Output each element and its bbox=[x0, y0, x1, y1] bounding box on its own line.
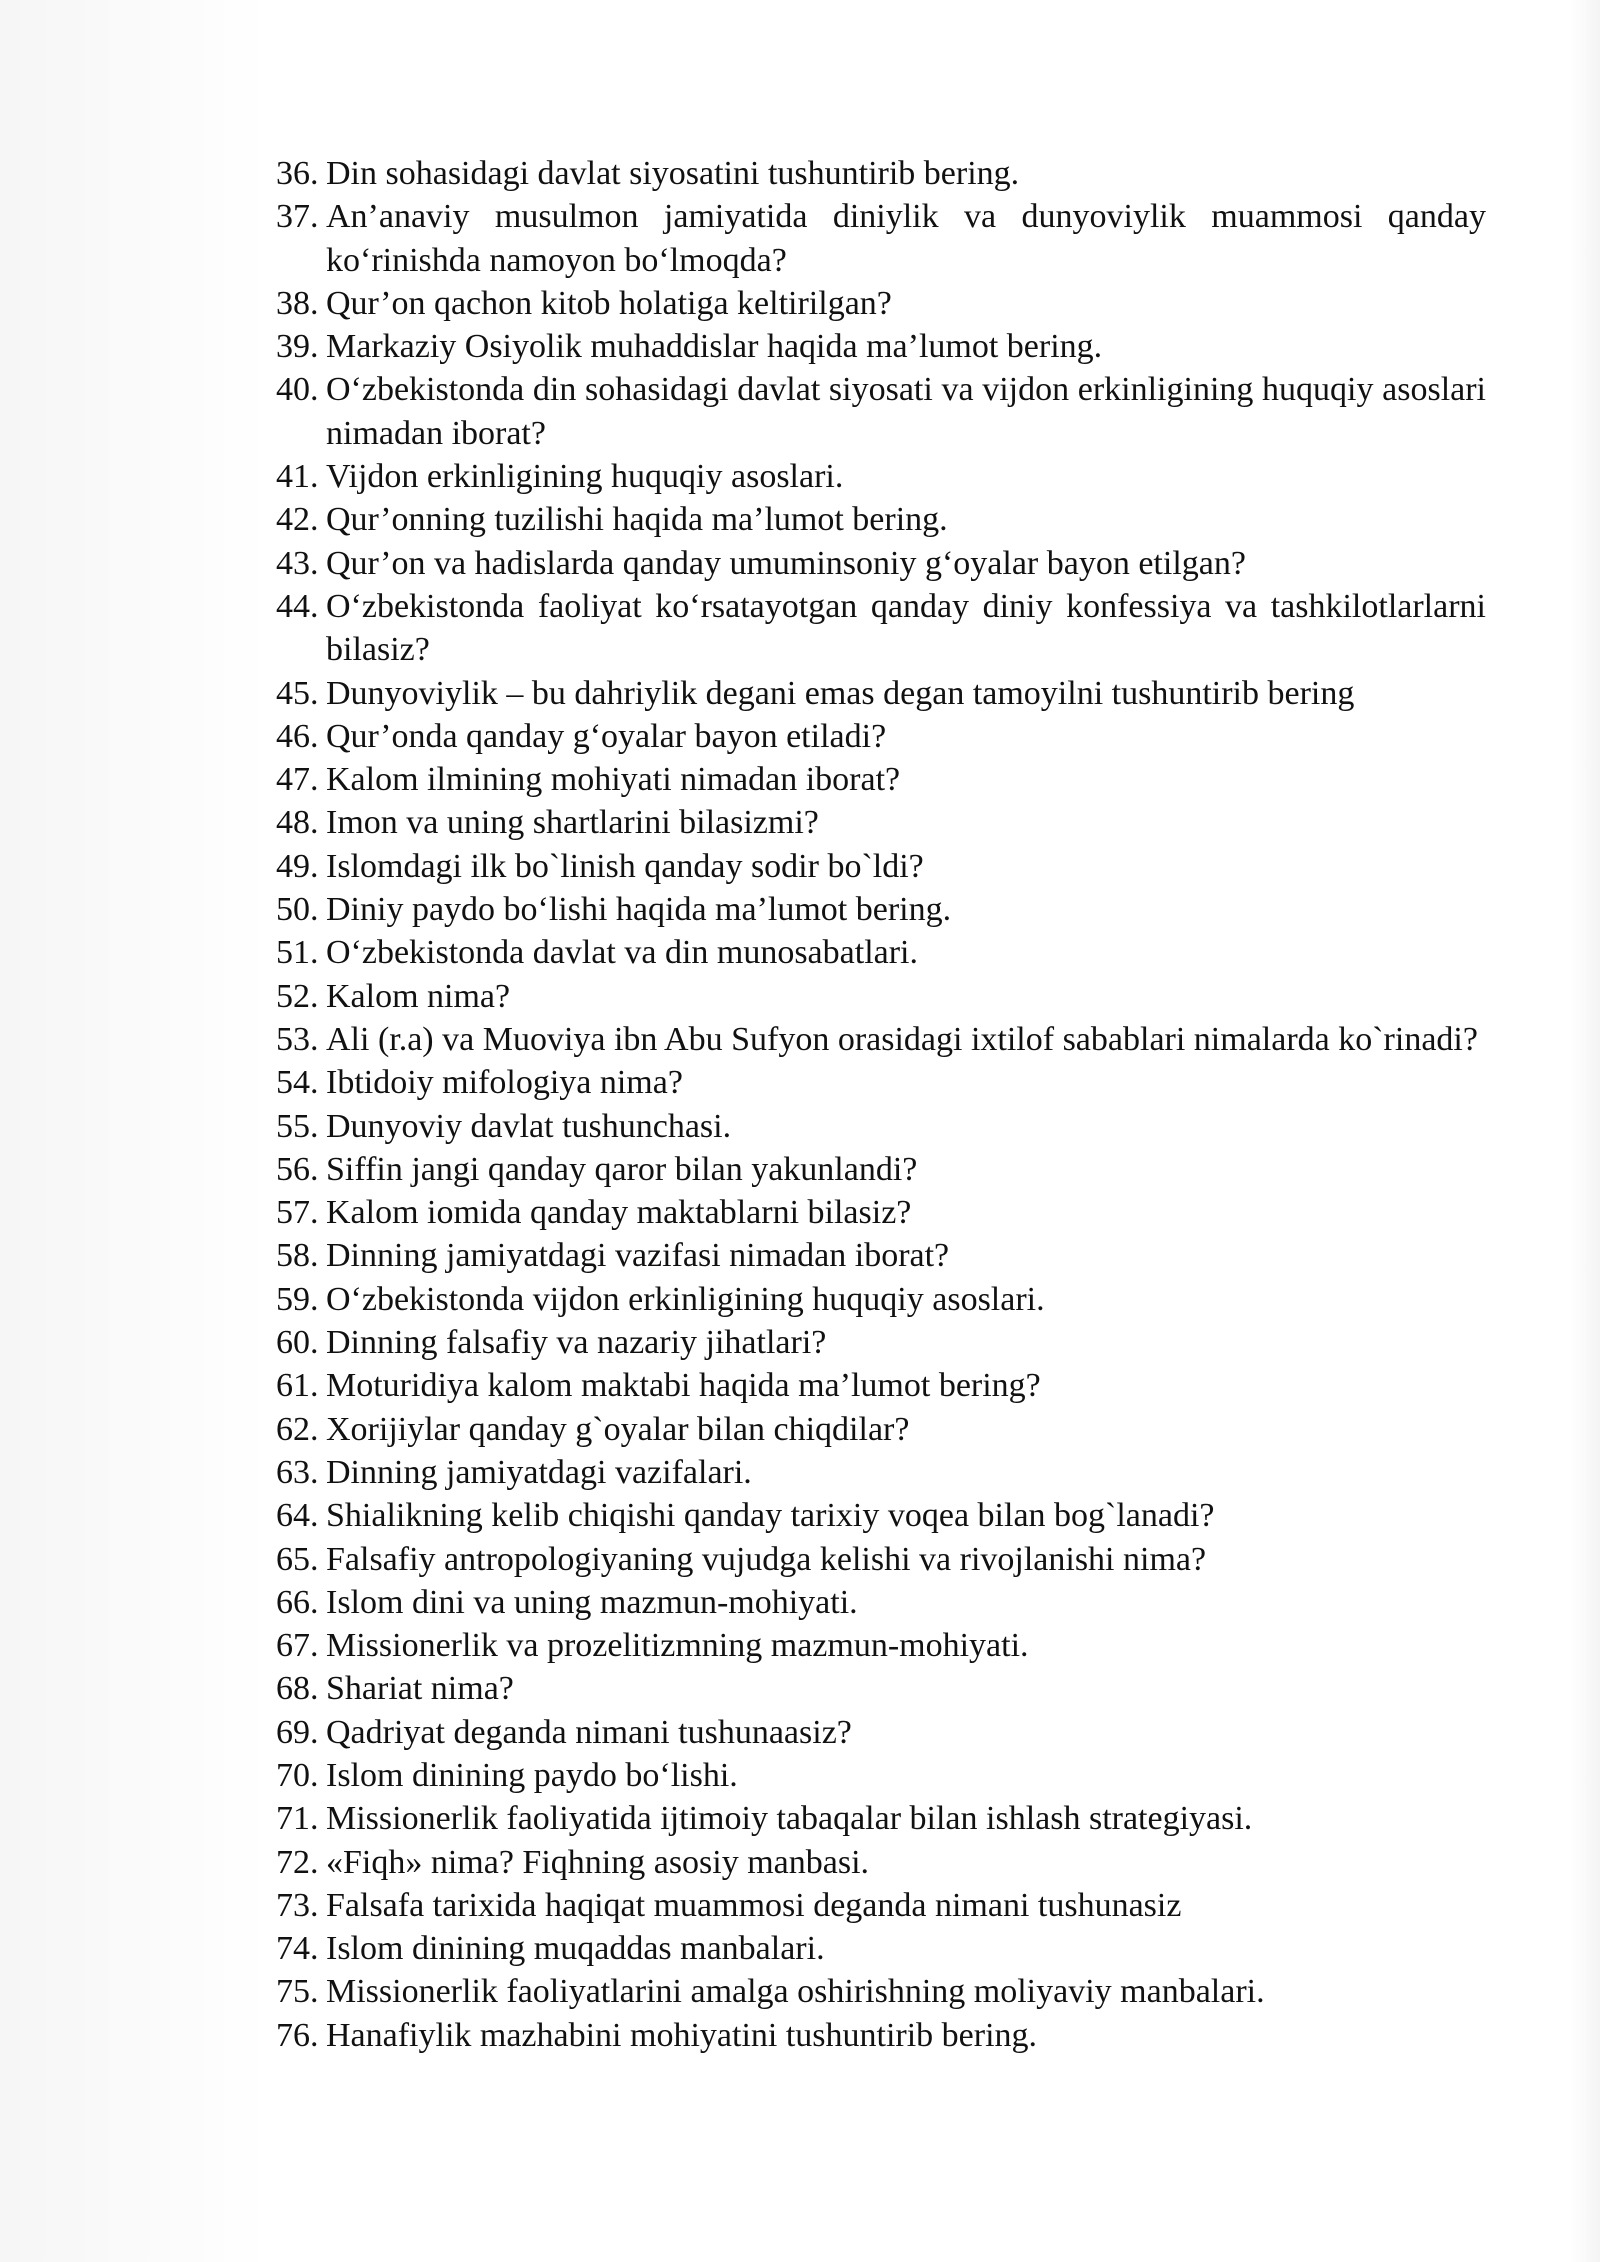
question-text: Falsafiy antropologiyaning vujudga kelishi va rivojlanishi nima? bbox=[326, 1540, 1207, 1578]
page-right-shading bbox=[1570, 0, 1600, 2262]
question-item bbox=[276, 585, 1486, 672]
question-item bbox=[276, 975, 1486, 1018]
question-item bbox=[276, 1364, 1486, 1407]
question-number: 55. bbox=[276, 1107, 319, 1145]
question-number: 68. bbox=[276, 1670, 319, 1708]
question-item bbox=[276, 195, 1486, 282]
question-item bbox=[276, 325, 1486, 368]
question-text: Qur’on qachon kitob holatiga keltirilgan? bbox=[326, 284, 892, 322]
question-number: 62. bbox=[276, 1410, 319, 1448]
question-item bbox=[276, 1061, 1486, 1104]
question-item bbox=[276, 1667, 1486, 1710]
question-text: Qadriyat deganda nimani tushunaasiz? bbox=[326, 1713, 852, 1751]
question-text: Islomdagi ilk bo`linish qanday sodir bo`ldi? bbox=[326, 847, 924, 885]
question-number: 71. bbox=[276, 1800, 319, 1838]
question-text: Moturidiya kalom maktabi haqida ma’lumot bering? bbox=[326, 1367, 1041, 1405]
question-number: 72. bbox=[276, 1843, 319, 1881]
question-number: 52. bbox=[276, 977, 319, 1015]
question-item bbox=[276, 1148, 1486, 1191]
question-item bbox=[276, 455, 1486, 498]
question-number: 41. bbox=[276, 458, 319, 496]
question-number: 37. bbox=[276, 198, 319, 236]
question-item bbox=[276, 368, 1486, 455]
question-number: 54. bbox=[276, 1064, 319, 1102]
question-text: «Fiqh» nima? Fiqhning asosiy manbasi. bbox=[326, 1843, 870, 1881]
question-number: 63. bbox=[276, 1453, 319, 1491]
question-number: 50. bbox=[276, 891, 319, 929]
question-number: 66. bbox=[276, 1583, 319, 1621]
question-number: 42. bbox=[276, 501, 319, 539]
question-number: 59. bbox=[276, 1280, 319, 1318]
question-item bbox=[276, 1624, 1486, 1667]
question-item bbox=[276, 1451, 1486, 1494]
question-item bbox=[276, 1018, 1486, 1061]
question-text: Missionerlik faoliyatida ijtimoiy tabaqalar bilan ishlash strategiyasi. bbox=[326, 1800, 1253, 1838]
question-text: Ibtidoiy mifologiya nima? bbox=[326, 1064, 683, 1102]
question-number: 56. bbox=[276, 1150, 319, 1188]
question-number: 73. bbox=[276, 1886, 319, 1924]
question-number: 75. bbox=[276, 1973, 319, 2011]
question-number: 67. bbox=[276, 1627, 319, 1665]
question-item bbox=[276, 888, 1486, 931]
question-list bbox=[276, 152, 1486, 2057]
question-number: 69. bbox=[276, 1713, 319, 1751]
question-item bbox=[276, 1105, 1486, 1148]
question-number: 76. bbox=[276, 2016, 319, 2054]
question-text: Qur’on va hadislarda qanday umuminsoniy g‘oyalar bayon etilgan? bbox=[326, 544, 1246, 582]
question-item bbox=[276, 152, 1486, 195]
question-text: O‘zbekistonda faoliyat ko‘rsatayotgan qanday diniy konfessiya va tashkilotlarlarni bilasiz? bbox=[326, 587, 1486, 669]
question-item bbox=[276, 1711, 1486, 1754]
question-text: Dunyoviylik – bu dahriylik degani emas degan tamoyilni tushuntirib bering bbox=[326, 674, 1355, 712]
question-number: 61. bbox=[276, 1367, 319, 1405]
question-item bbox=[276, 801, 1486, 844]
question-text: Dinning falsafiy va nazariy jihatlari? bbox=[326, 1324, 827, 1362]
question-item bbox=[276, 542, 1486, 585]
question-text: Missionerlik va prozelitizmning mazmun-mohiyati. bbox=[326, 1627, 1029, 1665]
question-text: Dinning jamiyatdagi vazifasi nimadan iborat? bbox=[326, 1237, 950, 1275]
question-number: 46. bbox=[276, 717, 319, 755]
question-text: Kalom ilmining mohiyati nimadan iborat? bbox=[326, 761, 901, 799]
question-item bbox=[276, 1278, 1486, 1321]
question-item bbox=[276, 758, 1486, 801]
question-item bbox=[276, 1321, 1486, 1364]
question-item bbox=[276, 1191, 1486, 1234]
question-text: Shialikning kelib chiqishi qanday tarixiy voqea bilan bog`lanadi? bbox=[326, 1497, 1215, 1535]
question-number: 65. bbox=[276, 1540, 319, 1578]
question-item bbox=[276, 1841, 1486, 1884]
question-number: 38. bbox=[276, 284, 319, 322]
question-text: O‘zbekistonda vijdon erkinligining huquqiy asoslari. bbox=[326, 1280, 1045, 1318]
question-text: O‘zbekistonda din sohasidagi davlat siyosati va vijdon erkinligining huquqiy asoslari nimadan iborat? bbox=[326, 371, 1486, 452]
question-number: 45. bbox=[276, 674, 319, 712]
question-text: Din sohasidagi davlat siyosatini tushuntirib bering. bbox=[326, 155, 1020, 192]
question-text: Xorijiylar qanday g`oyalar bilan chiqdilar? bbox=[326, 1410, 910, 1448]
question-item bbox=[276, 672, 1486, 715]
question-number: 36. bbox=[276, 155, 319, 192]
question-number: 70. bbox=[276, 1756, 319, 1794]
page-left-shading bbox=[0, 0, 268, 2262]
question-number: 49. bbox=[276, 847, 319, 885]
question-text: Falsafa tarixida haqiqat muammosi deganda nimani tushunasiz bbox=[326, 1886, 1182, 1924]
question-item bbox=[276, 1970, 1486, 2013]
question-text: Dunyoviy davlat tushunchasi. bbox=[326, 1107, 732, 1145]
question-text: Qur’onning tuzilishi haqida ma’lumot bering. bbox=[326, 501, 948, 539]
question-item bbox=[276, 715, 1486, 758]
question-text: Islom dinining muqaddas manbalari. bbox=[326, 1930, 825, 1968]
question-number: 44. bbox=[276, 587, 319, 625]
question-text: Islom dinining paydo bo‘lishi. bbox=[326, 1756, 738, 1794]
question-item bbox=[276, 1538, 1486, 1581]
question-number: 57. bbox=[276, 1194, 319, 1232]
question-text: Vijdon erkinligining huquqiy asoslari. bbox=[326, 458, 844, 496]
question-number: 47. bbox=[276, 761, 319, 799]
question-text: An’anaviy musulmon jamiyatida diniylik va dunyoviylik muammosi qanday ko‘rinishda namoyon bo‘lmoqda? bbox=[326, 198, 1486, 279]
question-number: 40. bbox=[276, 371, 319, 409]
question-text: Markaziy Osiyolik muhaddislar haqida ma’lumot bering. bbox=[326, 328, 1103, 366]
question-number: 51. bbox=[276, 934, 319, 972]
question-text: Missionerlik faoliyatlarini amalga oshirishning moliyaviy manbalari. bbox=[326, 1973, 1265, 2011]
question-number: 74. bbox=[276, 1930, 319, 1968]
question-text: Qur’onda qanday g‘oyalar bayon etiladi? bbox=[326, 717, 887, 755]
question-text: Ali (r.a) va Muoviya ibn Abu Sufyon orasidagi ixtilof sabablari nimalarda ko`rinadi? bbox=[326, 1020, 1478, 1058]
question-number: 48. bbox=[276, 804, 319, 842]
question-item bbox=[276, 845, 1486, 888]
question-text: O‘zbekistonda davlat va din munosabatlari. bbox=[326, 934, 918, 972]
question-number: 43. bbox=[276, 544, 319, 582]
question-number: 58. bbox=[276, 1237, 319, 1275]
question-text: Shariat nima? bbox=[326, 1670, 514, 1708]
question-number: 64. bbox=[276, 1497, 319, 1535]
question-item bbox=[276, 1234, 1486, 1277]
question-number: 60. bbox=[276, 1324, 319, 1362]
question-item bbox=[276, 2014, 1486, 2057]
question-item bbox=[276, 1884, 1486, 1927]
question-text: Dinning jamiyatdagi vazifalari. bbox=[326, 1453, 752, 1491]
question-item bbox=[276, 498, 1486, 541]
question-number: 39. bbox=[276, 328, 319, 366]
question-item bbox=[276, 282, 1486, 325]
question-item bbox=[276, 1581, 1486, 1624]
question-text: Imon va uning shartlarini bilasizmi? bbox=[326, 804, 819, 842]
question-item bbox=[276, 1927, 1486, 1970]
question-text: Diniy paydo bo‘lishi haqida ma’lumot bering. bbox=[326, 891, 952, 929]
question-item bbox=[276, 931, 1486, 974]
question-item bbox=[276, 1494, 1486, 1537]
question-text: Hanafiylik mazhabini mohiyatini tushuntirib bering. bbox=[326, 2016, 1038, 2054]
question-text: Islom dini va uning mazmun-mohiyati. bbox=[326, 1583, 858, 1621]
question-item bbox=[276, 1754, 1486, 1797]
question-number: 53. bbox=[276, 1020, 319, 1058]
question-text: Kalom nima? bbox=[326, 977, 511, 1015]
question-text: Siffin jangi qanday qaror bilan yakunlandi? bbox=[326, 1150, 918, 1188]
question-item bbox=[276, 1408, 1486, 1451]
question-item bbox=[276, 1797, 1486, 1840]
question-text: Kalom iomida qanday maktablarni bilasiz? bbox=[326, 1194, 912, 1232]
